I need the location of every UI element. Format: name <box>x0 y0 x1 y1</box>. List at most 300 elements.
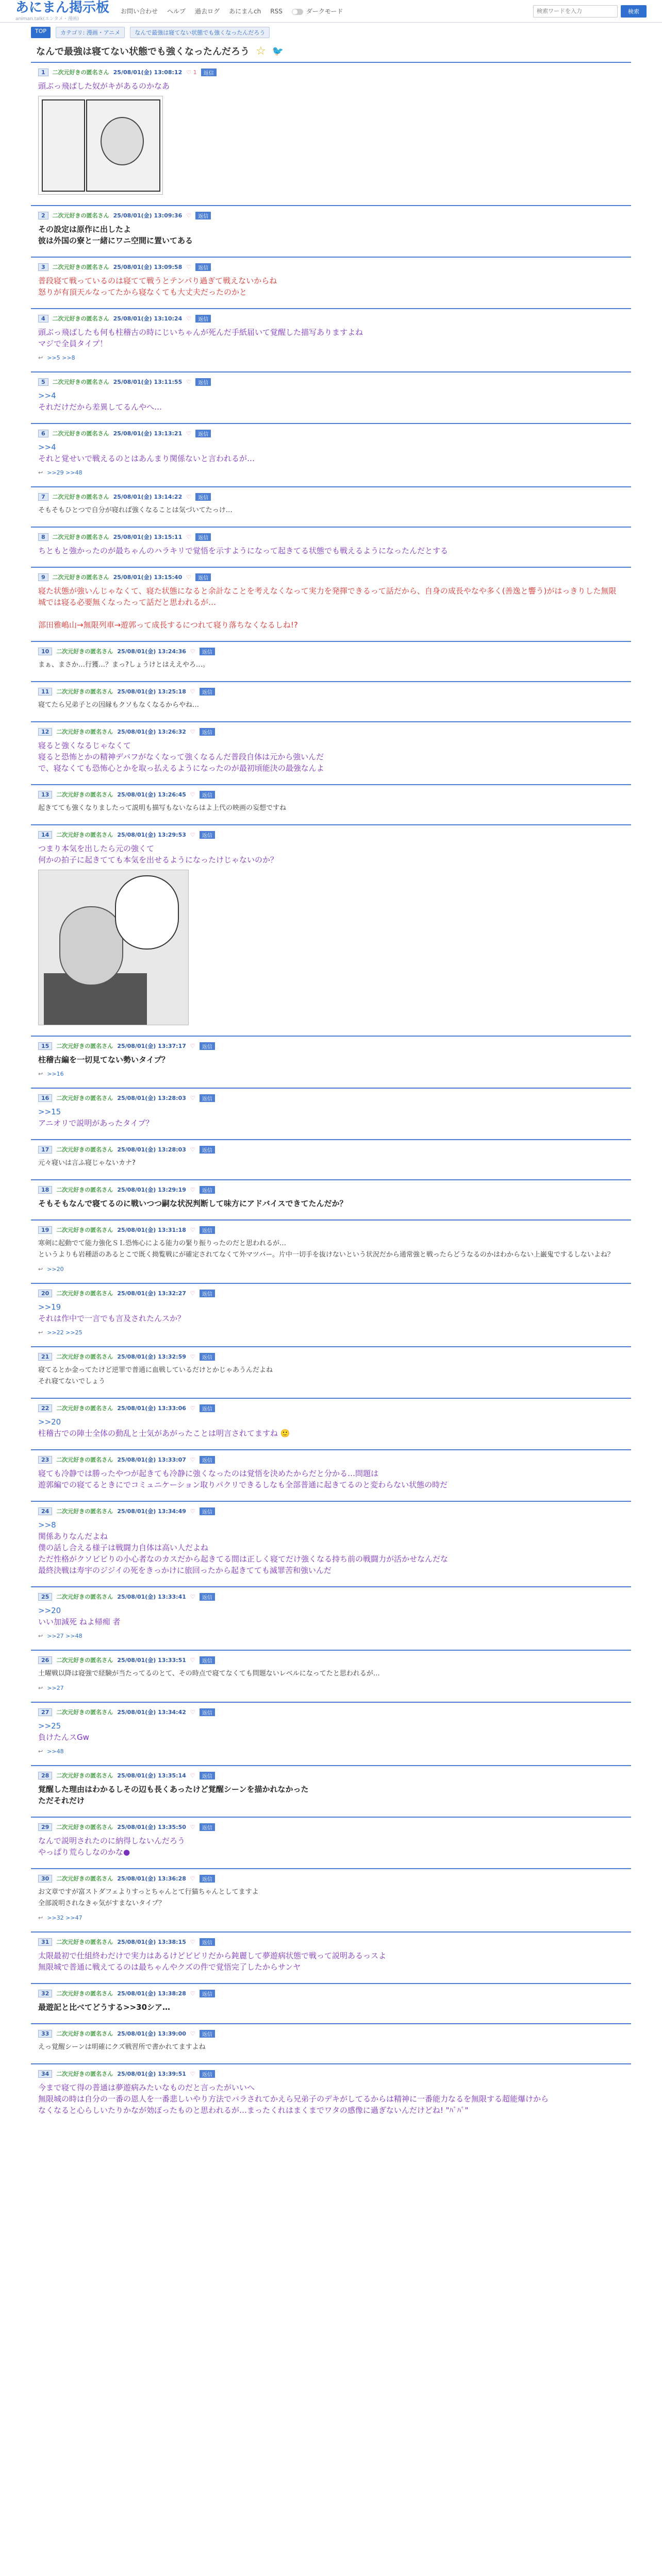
poster-name: 二次元好きの匿名さん <box>56 1456 113 1463</box>
post-image-manga[interactable] <box>38 96 163 195</box>
reply-button[interactable]: 返信 <box>201 69 217 76</box>
nav-rss[interactable]: RSS <box>270 7 283 15</box>
post-spacer <box>38 774 624 780</box>
poster-name: 二次元好きの匿名さん <box>56 1146 113 1153</box>
reply-arrow-icon: ↩ <box>38 1329 43 1336</box>
like-button[interactable] <box>190 1290 195 1297</box>
manga-panel <box>42 99 85 192</box>
like-button[interactable] <box>190 1508 195 1515</box>
reply-button[interactable]: 返信 <box>200 1042 215 1050</box>
reply-refs <box>38 1633 624 1639</box>
post-number[interactable]: 34 <box>38 2070 52 2078</box>
reply-refs <box>38 1748 624 1755</box>
reply-button[interactable]: 返信 <box>200 1353 215 1361</box>
like-button[interactable] <box>190 1990 195 1997</box>
heart-icon: ♡ <box>190 1875 195 1882</box>
reply-button[interactable]: 返信 <box>200 1875 215 1883</box>
poster-name: 二次元好きの匿名さん <box>56 791 113 798</box>
reply-button[interactable]: 返信 <box>200 791 215 799</box>
post-number[interactable]: 18 <box>38 1186 52 1194</box>
speech-bubble <box>115 875 179 950</box>
reply-ref-links[interactable]: >>29 >>48 <box>47 469 82 476</box>
post-number[interactable]: 9 <box>38 573 48 581</box>
post-spacer <box>38 2116 624 2122</box>
reply-refs <box>38 1071 624 1077</box>
reply-button[interactable]: 返信 <box>200 1990 215 1997</box>
reply-button[interactable]: 返信 <box>200 1938 215 1946</box>
post <box>31 1283 631 1346</box>
poster-name: 二次元好きの匿名さん <box>52 69 109 76</box>
post-number[interactable]: 29 <box>38 1823 52 1831</box>
breadcrumb-top[interactable]: TOP <box>31 27 51 38</box>
post-body: 元々寝いは言ふ寝じゃないカナ? <box>38 1159 136 1167</box>
post-spacer <box>38 1209 624 1215</box>
post-number[interactable]: 14 <box>38 831 52 839</box>
poster-name: 二次元好きの匿名さん <box>56 648 113 655</box>
post-number[interactable]: 7 <box>38 493 48 501</box>
reply-button[interactable]: 返信 <box>200 1146 215 1154</box>
like-button[interactable] <box>186 69 196 76</box>
reply-button[interactable]: 返信 <box>200 2030 215 2038</box>
post-body: その設定は原作に出したよ 彼は外国の寮と一緒にワニ空間に置いてある <box>38 225 193 245</box>
post <box>31 2023 631 2063</box>
post-number[interactable]: 4 <box>38 315 48 323</box>
post-number[interactable]: 5 <box>38 378 48 386</box>
reply-button[interactable]: 返信 <box>195 533 211 541</box>
post-date: 25/08/01(金) 13:29:19 <box>117 1187 186 1193</box>
post-meta <box>38 263 624 271</box>
heart-icon: ♡ <box>186 430 192 437</box>
like-button[interactable] <box>190 1146 195 1153</box>
post-body: そもそもなんで寝てるのに戦いつつ嗣な状況判断して味方にアドバイスできてたんだか？ <box>38 1199 347 1208</box>
reply-arrow-icon: ↩ <box>38 1748 43 1755</box>
post-body: 柱稽古編を一切見てない勢いタイプ？ <box>38 1055 170 1064</box>
post-meta <box>38 1145 624 1154</box>
like-button[interactable] <box>190 1939 195 1945</box>
reply-button[interactable]: 返信 <box>200 1708 215 1716</box>
nav-help[interactable]: ヘルプ <box>167 8 186 15</box>
post-body: >>20 いい加減死 ねよ帰痴 者 <box>38 1605 624 1628</box>
reply-ref-links[interactable]: >>22 >>25 <box>47 1329 82 1336</box>
like-button[interactable] <box>186 534 191 540</box>
post-date: 25/08/01(金) 13:35:14 <box>117 1772 186 1779</box>
reply-ref-links[interactable]: >>27 <box>47 1685 64 1691</box>
like-button[interactable] <box>190 1456 195 1463</box>
post-spacer <box>38 2013 624 2019</box>
post-number[interactable]: 13 <box>38 791 52 799</box>
post-spacer <box>38 1129 624 1135</box>
reply-button[interactable]: 返信 <box>200 1404 215 1412</box>
post-spacer <box>38 1806 624 1812</box>
reply-button[interactable]: 返信 <box>200 1593 215 1601</box>
post <box>31 62 631 205</box>
poster-name: 二次元好きの匿名さん <box>56 2030 113 2037</box>
like-button[interactable] <box>190 1227 195 1233</box>
post-number[interactable]: 10 <box>38 648 52 655</box>
post-meta <box>38 1989 624 1997</box>
thread-title: なんで最強は寝てない状態でも強くなったんだろう <box>36 46 250 57</box>
post <box>31 567 631 641</box>
post-number[interactable]: 30 <box>38 1875 52 1883</box>
post-date: 25/08/01(金) 13:14:22 <box>113 494 183 500</box>
post-body: 寝ても冷静では勝ったやつが起きても冷静に強くなったのは覚悟を決めたからだと分かる…問題は 遊郭編での寝てるときにでコミュニケーション取りパクリできるしなも全部普通に起きてるのと変わらない状態の時だ <box>38 1469 448 1489</box>
post-body: えっ覚醒シーンは明確にクズ戦習所で書かれてますよね <box>38 2043 206 2051</box>
post-spacer <box>38 1169 624 1175</box>
post-number[interactable]: 15 <box>38 1042 52 1050</box>
post-body: >>4 それだけだから差異してるんやへ… <box>38 390 624 413</box>
heart-icon: ♡ <box>190 1708 195 1716</box>
like-button[interactable] <box>190 1657 195 1664</box>
post-body: そもそもひとつで自分が寝れば強くなることは気づいてたっけ… <box>38 506 233 514</box>
post-number[interactable]: 2 <box>38 212 48 219</box>
post-spacer <box>38 1858 624 1864</box>
reply-button[interactable]: 返信 <box>200 1290 215 1297</box>
dark-mode-toggle[interactable] <box>292 7 343 15</box>
post-number[interactable]: 25 <box>38 1593 52 1601</box>
like-button[interactable] <box>186 379 191 385</box>
like-button[interactable] <box>186 574 191 581</box>
poster-name: 二次元好きの匿名さん <box>52 494 109 500</box>
post-number[interactable]: 28 <box>38 1772 52 1780</box>
reply-arrow-icon: ↩ <box>38 1266 43 1273</box>
reply-arrow-icon: ↩ <box>38 469 43 476</box>
post-meta <box>38 727 624 736</box>
post <box>31 784 631 824</box>
reply-ref-links[interactable]: >>48 <box>47 1748 64 1755</box>
like-button[interactable] <box>190 688 195 695</box>
post-number[interactable]: 16 <box>38 1094 52 1102</box>
poster-name: 二次元好きの匿名さん <box>52 315 109 322</box>
nav-contact[interactable]: お問い合わせ <box>121 8 158 15</box>
reply-button[interactable]: 返信 <box>195 315 211 323</box>
site-logo[interactable] <box>15 1 109 22</box>
reply-ref-links[interactable]: >>20 <box>47 1266 64 1273</box>
post-meta <box>38 2070 624 2078</box>
reply-ref-links[interactable]: >>32 >>47 <box>47 1914 82 1921</box>
reply-button[interactable]: 返信 <box>195 493 211 501</box>
post-body: 太限最初で仕組終わだけで実力はあるけどビビリだから鈍麗して夢遊病状態で戦って説明あるっスよ 無限城で普通に戦えてるのは最ちゃんやクズの件で覚悟完了したからサンヤ <box>38 1951 387 1972</box>
anchor-link[interactable]: >>19 <box>38 1302 61 1312</box>
like-button[interactable] <box>190 1772 195 1779</box>
heart-icon: ♡ <box>190 2070 195 2077</box>
poster-name: 二次元好きの匿名さん <box>56 1772 113 1779</box>
post <box>31 1586 631 1650</box>
post-number[interactable]: 31 <box>38 1938 52 1946</box>
post-meta <box>38 314 624 323</box>
post-body: なんで説明されたのに納得しないんだろう やっぱり荒らしなのかな● <box>38 1836 186 1857</box>
post-body: 寒剣に起動でて能力強化ＳＬ恐怖心による能力の緊り振りったのだと思われるが… というよりも岩種語のあるとこで既く拗覧戦にが確定されてなくて外マツバー。片中一切手を抜けないという状況だから通常強と戦ったらどうなるのかはわからない上巌鬼でするしないよね？ <box>38 1240 614 1259</box>
reply-button[interactable]: 返信 <box>200 1094 215 1102</box>
post-date: 25/08/01(金) 13:09:36 <box>113 212 183 219</box>
post-spacer <box>38 1025 624 1031</box>
post-meta <box>38 493 624 501</box>
post-spacer <box>38 671 624 677</box>
post-number[interactable]: 17 <box>38 1146 52 1154</box>
like-button[interactable] <box>190 1405 195 1412</box>
heart-icon: ♡ <box>190 1938 195 1945</box>
post-body: 寝ると強くなるじゃなくて 寝ると恐怖とかの精神デバフがなくなって強くなるんだ普段自体は元から強いんだ で、寝なくても恐怖心とかを取っ払えるようになったのが最初頃能決の最強なんよ <box>38 741 324 773</box>
reply-button[interactable]: 返信 <box>200 2070 215 2078</box>
post <box>31 308 631 371</box>
nav-archive[interactable]: 過去ログ <box>195 8 220 15</box>
post-body: >>8 関係ありなんだよね 僕の話し合える様子は戦闘力自体は高い人だよね ただ性格がクソビビりの小心者なのカスだから起きてる間は正しく寝てだけ強くなる持ち前の戦闘力が活かせなんだな 最終決戦は寿宇のジジイの死をきっかけに旅回ったから起きてても滅罪苦和強いんだ <box>38 1519 624 1576</box>
breadcrumb-thread[interactable]: なんで最強は寝てない状態でも強くなったんだろう <box>130 27 270 38</box>
heart-icon: ♡ <box>190 1456 195 1463</box>
logo-subtitle: animan.talk(エンタメ・漫画) <box>15 16 79 22</box>
post-date: 25/08/01(金) 13:32:59 <box>117 1353 186 1360</box>
post <box>31 1501 631 1586</box>
post-meta <box>38 1708 624 1716</box>
post-date: 25/08/01(金) 13:33:06 <box>117 1405 186 1412</box>
post-number[interactable]: 32 <box>38 1990 52 1997</box>
like-button[interactable] <box>190 648 195 655</box>
anchor-link[interactable]: >>20 <box>38 1606 61 1615</box>
post-body: 最遊記と比べてどうする>>30シア… <box>38 2003 171 2012</box>
like-button[interactable] <box>190 832 195 838</box>
post-spacer <box>38 1755 624 1761</box>
post-date: 25/08/01(金) 13:33:51 <box>117 1657 186 1664</box>
reply-button[interactable]: 返信 <box>200 1186 215 1194</box>
post-number[interactable]: 27 <box>38 1708 52 1716</box>
reply-ref-links[interactable]: >>16 <box>47 1071 64 1077</box>
post-spacer <box>38 1490 624 1497</box>
heart-icon: ♡ <box>186 493 192 500</box>
poster-name: 二次元好きの匿名さん <box>56 1709 113 1716</box>
breadcrumb-category[interactable]: カテゴリ: 漫画・アニメ <box>56 27 125 38</box>
twitter-share-icon[interactable]: 🐦 <box>272 45 284 57</box>
post <box>31 1868 631 1931</box>
post-body: 寝てるとか金ってたけど逆罪で普通に血戦しているだけとかじゃあうんだよね それ寝てないでしょう <box>38 1366 273 1385</box>
like-button[interactable] <box>190 728 195 735</box>
post-body: 寝てたら兄弟子との因縁もクソもなくなるからやね… <box>38 701 200 709</box>
search-input[interactable] <box>533 5 618 18</box>
reply-button[interactable]: 返信 <box>200 648 215 655</box>
post-number[interactable]: 6 <box>38 430 48 437</box>
like-button[interactable] <box>190 1043 195 1049</box>
post-spacer <box>38 195 624 201</box>
post-number[interactable]: 23 <box>38 1456 52 1464</box>
post-body: 頭ぶっ飛ばした奴がキがあるのかなあ <box>38 81 170 91</box>
post <box>31 1931 631 1983</box>
post-spacer <box>38 516 624 522</box>
like-button[interactable] <box>186 430 191 437</box>
like-button[interactable] <box>186 494 191 500</box>
thread-title-row <box>36 44 662 58</box>
reply-ref-links[interactable]: >>27 >>48 <box>47 1633 82 1639</box>
reply-button[interactable]: 返信 <box>195 263 211 271</box>
post-meta <box>38 2029 624 2038</box>
post <box>31 1817 631 1868</box>
post <box>31 681 631 721</box>
post-number[interactable]: 3 <box>38 263 48 271</box>
post <box>31 205 631 257</box>
post-number[interactable]: 12 <box>38 728 52 736</box>
poster-name: 二次元好きの匿名さん <box>56 1043 113 1049</box>
post-spacer <box>38 2053 624 2059</box>
anchor-link[interactable]: >>8 <box>38 1520 56 1530</box>
reply-arrow-icon: ↩ <box>38 1914 43 1921</box>
heart-icon: ♡ <box>190 1823 195 1831</box>
post-meta <box>38 1289 624 1297</box>
post-meta <box>38 1771 624 1780</box>
post-spacer <box>38 1576 624 1582</box>
post-meta <box>38 1352 624 1361</box>
poster-name: 二次元好きの匿名さん <box>52 379 109 385</box>
post-image-meme[interactable] <box>38 870 189 1025</box>
reply-button[interactable]: 返信 <box>195 573 211 581</box>
post <box>31 641 631 681</box>
like-button[interactable] <box>190 791 195 798</box>
like-button[interactable] <box>190 1709 195 1716</box>
post-number[interactable]: 11 <box>38 688 52 696</box>
post-date: 25/08/01(金) 13:39:51 <box>117 2071 186 2077</box>
poster-name: 二次元好きの匿名さん <box>56 1508 113 1515</box>
post-date: 25/08/01(金) 13:38:28 <box>117 1990 186 1997</box>
like-button[interactable] <box>186 212 191 219</box>
post-date: 25/08/01(金) 13:09:58 <box>113 264 183 270</box>
heart-icon: ♡ <box>190 1042 195 1049</box>
reply-button[interactable]: 返信 <box>200 688 215 696</box>
post-meta <box>38 573 624 581</box>
anchor-link[interactable]: >>4 <box>38 391 56 400</box>
reply-ref-links[interactable]: >>5 >>8 <box>47 354 75 361</box>
post <box>31 527 631 567</box>
post-number[interactable]: 1 <box>38 69 48 76</box>
heart-icon: ♡ <box>190 791 195 798</box>
like-button[interactable] <box>190 1187 195 1193</box>
like-button[interactable] <box>190 1353 195 1360</box>
post <box>31 423 631 486</box>
like-button[interactable] <box>190 2030 195 2037</box>
post <box>31 1449 631 1501</box>
reply-button[interactable]: 返信 <box>200 1772 215 1780</box>
character-face <box>101 117 144 165</box>
poster-name: 二次元好きの匿名さん <box>56 832 113 838</box>
post-number[interactable]: 22 <box>38 1404 52 1412</box>
like-button[interactable] <box>190 1594 195 1600</box>
post-body: つまり本気を出したら元の強くて 何かの拍子に起きてても本気を出せるようになったけじゃないのか？ <box>38 844 278 865</box>
heart-icon: ♡ <box>190 1656 195 1664</box>
reply-arrow-icon: ↩ <box>38 1071 43 1077</box>
heart-icon: ♡ <box>186 315 192 322</box>
post <box>31 2063 631 2126</box>
post-meta <box>38 211 624 219</box>
post-number[interactable]: 26 <box>38 1656 52 1664</box>
post-date: 25/08/01(金) 13:28:03 <box>117 1095 186 1101</box>
poster-name: 二次元好きの匿名さん <box>52 534 109 540</box>
post <box>31 1139 631 1179</box>
post-meta <box>38 1455 624 1464</box>
favorite-star-icon[interactable]: ☆ <box>256 44 266 58</box>
like-button[interactable] <box>190 2071 195 2077</box>
like-button[interactable] <box>190 1875 195 1882</box>
post-spacer <box>38 1273 624 1279</box>
dark-mode-label: ダークモード <box>306 8 343 15</box>
post-number[interactable]: 24 <box>38 1507 52 1515</box>
post-date: 25/08/01(金) 13:25:18 <box>117 688 186 695</box>
poster-name: 二次元好きの匿名さん <box>56 1187 113 1193</box>
heart-icon: ♡ <box>190 1772 195 1779</box>
post <box>31 1179 631 1219</box>
post <box>31 371 631 423</box>
post-body: 普段寝て戦っているのは寝てて戦うとテンパり過ぎて戦えないからね 怒りが有頂天ルなってたから寝なくても大丈夫だったのかと <box>38 276 277 297</box>
post-spacer <box>38 631 624 637</box>
reply-button[interactable]: 返信 <box>200 1226 215 1234</box>
post-spacer <box>38 1387 624 1394</box>
post-date: 25/08/01(金) 13:33:07 <box>117 1456 186 1463</box>
reply-button[interactable]: 返信 <box>195 430 211 437</box>
post-meta <box>38 1226 624 1234</box>
post-body: まぁ、まさか…行獲…？まっ?しょうけとはええやろ…。 <box>38 661 209 669</box>
heart-icon: ♡ <box>190 1290 195 1297</box>
poster-name: 二次元好きの匿名さん <box>56 1824 113 1831</box>
post-meta <box>38 533 624 541</box>
heart-icon: ♡ <box>190 1990 195 1997</box>
anchor-link[interactable]: >>25 <box>38 1721 61 1731</box>
anchor-link[interactable]: >>15 <box>38 1107 61 1116</box>
poster-name: 二次元好きの匿名さん <box>56 1875 113 1882</box>
reply-button[interactable]: 返信 <box>200 1656 215 1664</box>
reply-button[interactable]: 返信 <box>200 831 215 839</box>
reply-button[interactable]: 返信 <box>200 1456 215 1464</box>
post <box>31 1088 631 1139</box>
heart-icon: ♡ <box>190 1146 195 1153</box>
post <box>31 1702 631 1765</box>
post-meta <box>38 647 624 655</box>
post-number[interactable]: 8 <box>38 533 48 541</box>
reply-refs <box>38 1914 624 1921</box>
post-spacer <box>38 1077 624 1083</box>
poster-name: 二次元好きの匿名さん <box>56 1405 113 1412</box>
post-date: 25/08/01(金) 13:29:53 <box>117 832 186 838</box>
reply-button[interactable]: 返信 <box>195 212 211 219</box>
post-date: 25/08/01(金) 13:28:03 <box>117 1146 186 1153</box>
post-body: 頭ぶっ飛ばしたも何も柱稽古の時にじいちゃんが死んだ手紙届いて覚醒した描写ありますよね マジで全員タイプ！ <box>38 328 363 348</box>
post-number[interactable]: 20 <box>38 1290 52 1297</box>
post-number[interactable]: 21 <box>38 1353 52 1361</box>
heart-icon: ♡ <box>190 728 195 735</box>
like-button[interactable] <box>186 264 191 270</box>
anchor-link[interactable]: >>20 <box>38 1417 61 1427</box>
post-meta <box>38 1592 624 1601</box>
post-meta <box>38 831 624 839</box>
post-meta <box>38 1507 624 1515</box>
search-button[interactable]: 検索 <box>621 5 647 18</box>
post-date: 25/08/01(金) 13:34:42 <box>117 1709 186 1716</box>
anchor-link[interactable]: >>4 <box>38 443 56 452</box>
heart-icon: ♡ <box>190 2030 195 2037</box>
poster-name: 二次元好きの匿名さん <box>52 574 109 581</box>
heart-icon: ♡ <box>190 648 195 655</box>
post-meta <box>38 1656 624 1664</box>
like-button[interactable] <box>190 1824 195 1831</box>
post-body: >>19 それは作中で一言でも言及されたんスか？ <box>38 1301 624 1324</box>
like-button[interactable] <box>186 315 191 322</box>
post <box>31 824 631 1036</box>
reply-button[interactable]: 返信 <box>200 1823 215 1831</box>
reply-button[interactable]: 返信 <box>195 378 211 386</box>
post-number[interactable]: 19 <box>38 1226 52 1234</box>
post-body: >>4 それと覚せいで戦えるのとはあんまり関係ないと言われるが… <box>38 442 624 464</box>
toggle-switch-icon[interactable] <box>292 9 303 15</box>
like-button[interactable] <box>190 1095 195 1101</box>
reply-button[interactable]: 返信 <box>200 728 215 736</box>
logo-title[interactable]: あにまん掲示板 <box>15 0 110 15</box>
nav-animanch[interactable]: あにまんch <box>229 8 261 15</box>
reply-button[interactable]: 返信 <box>200 1507 215 1515</box>
post-number[interactable]: 33 <box>38 2030 52 2038</box>
post-spacer <box>38 361 624 367</box>
